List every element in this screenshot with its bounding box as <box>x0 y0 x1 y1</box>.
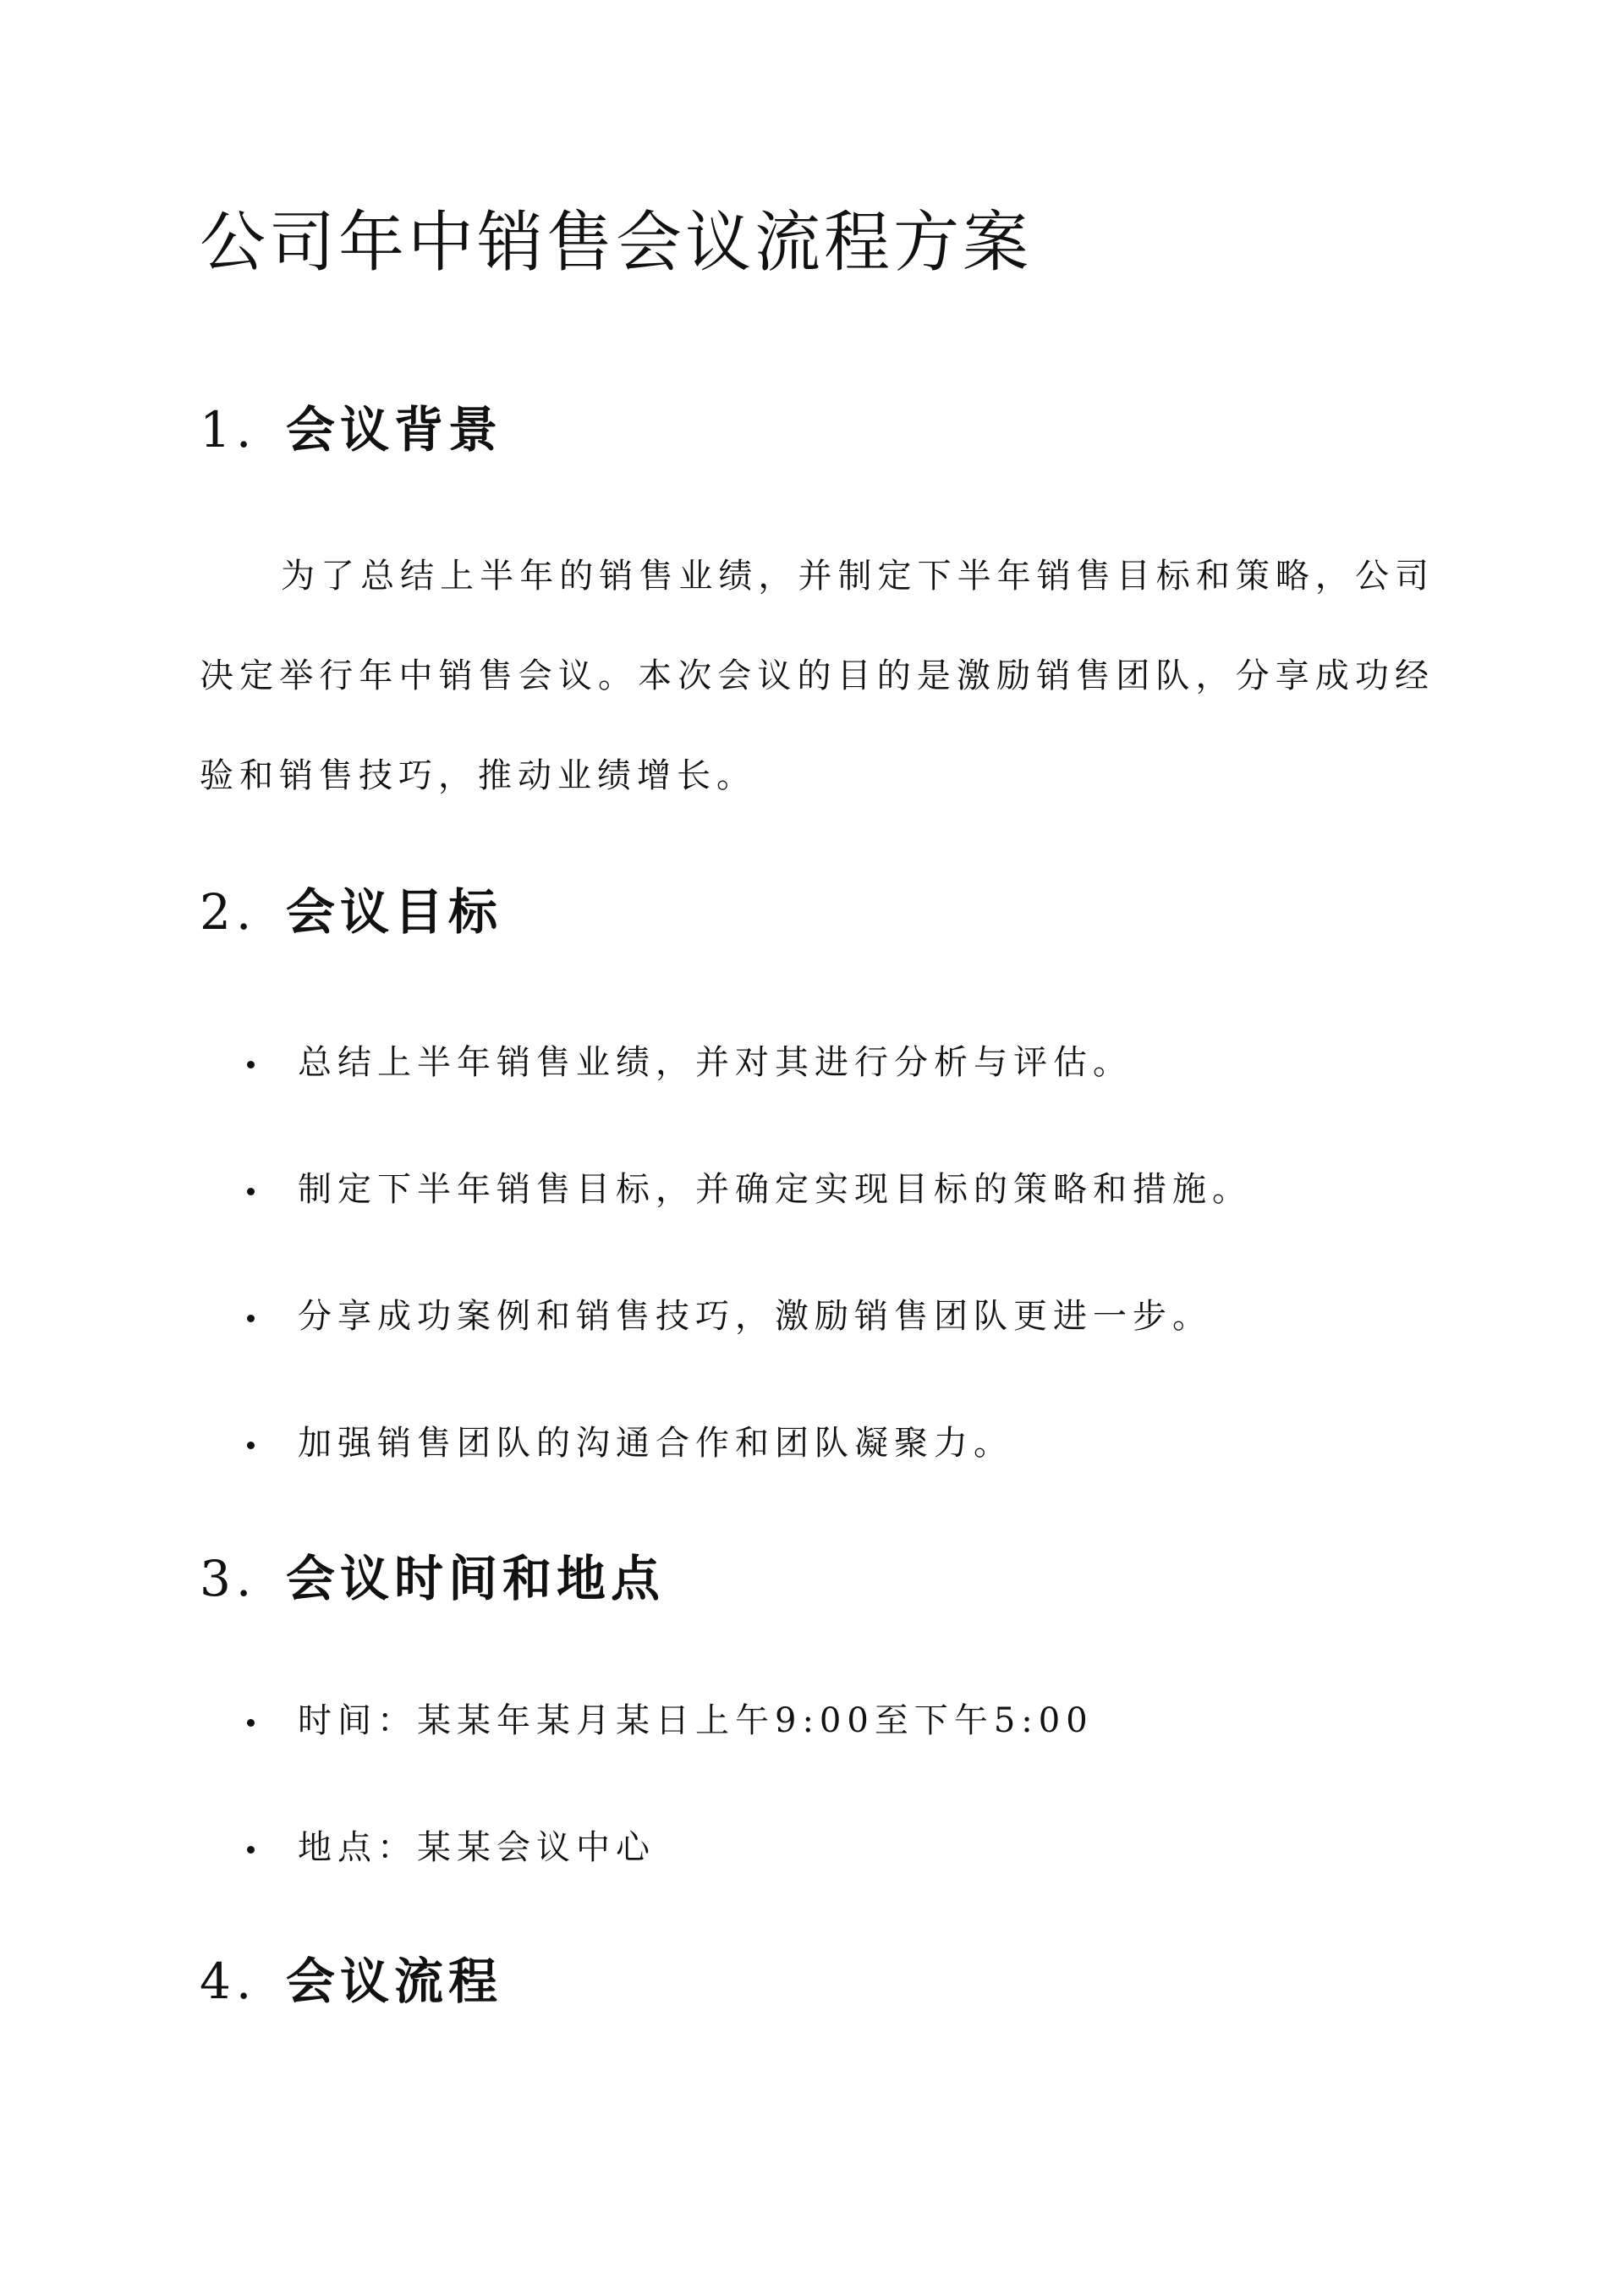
bullet-icon <box>247 1442 255 1449</box>
list-item <box>200 1822 1435 1949</box>
section-heading-agenda <box>200 1947 502 2015</box>
section-title: 会议背景 <box>286 401 503 459</box>
list-item <box>200 1418 1435 1545</box>
list-item <box>200 1291 1435 1418</box>
list-item-text: 地点：某某会议中心 <box>298 1828 656 1867</box>
section-heading-background <box>200 396 502 464</box>
bullet-icon <box>247 1061 255 1068</box>
background-paragraph: 为了总结上半年的销售业绩，并制定下半年销售目标和策略，公司决定举行年中销售会议。本次会议的目的是激励销售团队，分享成功经验和销售技巧，推动业绩增长。 <box>200 557 1435 795</box>
document-title: 公司年中销售会议流程方案 <box>200 205 1033 281</box>
bullet-icon <box>247 1846 255 1854</box>
section-title: 会议时间和地点 <box>286 1550 666 1607</box>
list-item <box>200 1695 1435 1822</box>
bullet-icon <box>247 1188 255 1195</box>
section-heading-goals <box>200 878 502 946</box>
section-title: 会议目标 <box>286 883 503 941</box>
bullet-icon <box>247 1315 255 1322</box>
section-number: 3. <box>200 1550 257 1607</box>
section-number: 1. <box>200 401 257 459</box>
section-title: 会议流程 <box>286 1953 503 2010</box>
section-number: 4. <box>200 1953 257 2010</box>
list-item <box>200 1164 1435 1291</box>
list-item-text: 制定下半年销售目标，并确定实现目标的策略和措施。 <box>298 1170 1252 1209</box>
section-heading-time-place <box>200 1545 665 1612</box>
list-item-text: 加强销售团队的沟通合作和团队凝聚力。 <box>298 1424 1013 1463</box>
goals-list <box>200 1037 1435 1545</box>
time-place-list <box>200 1695 1435 1949</box>
list-item-text: 分享成功案例和销售技巧，激励销售团队更进一步。 <box>298 1297 1212 1336</box>
list-item-text: 时间：某某年某月某日上午9:00至下午5:00 <box>298 1701 1094 1740</box>
section-number: 2. <box>200 883 257 941</box>
bullet-icon <box>247 1719 255 1727</box>
list-item-text: 总结上半年销售业绩，并对其进行分析与评估。 <box>298 1043 1133 1082</box>
list-item <box>200 1037 1435 1164</box>
